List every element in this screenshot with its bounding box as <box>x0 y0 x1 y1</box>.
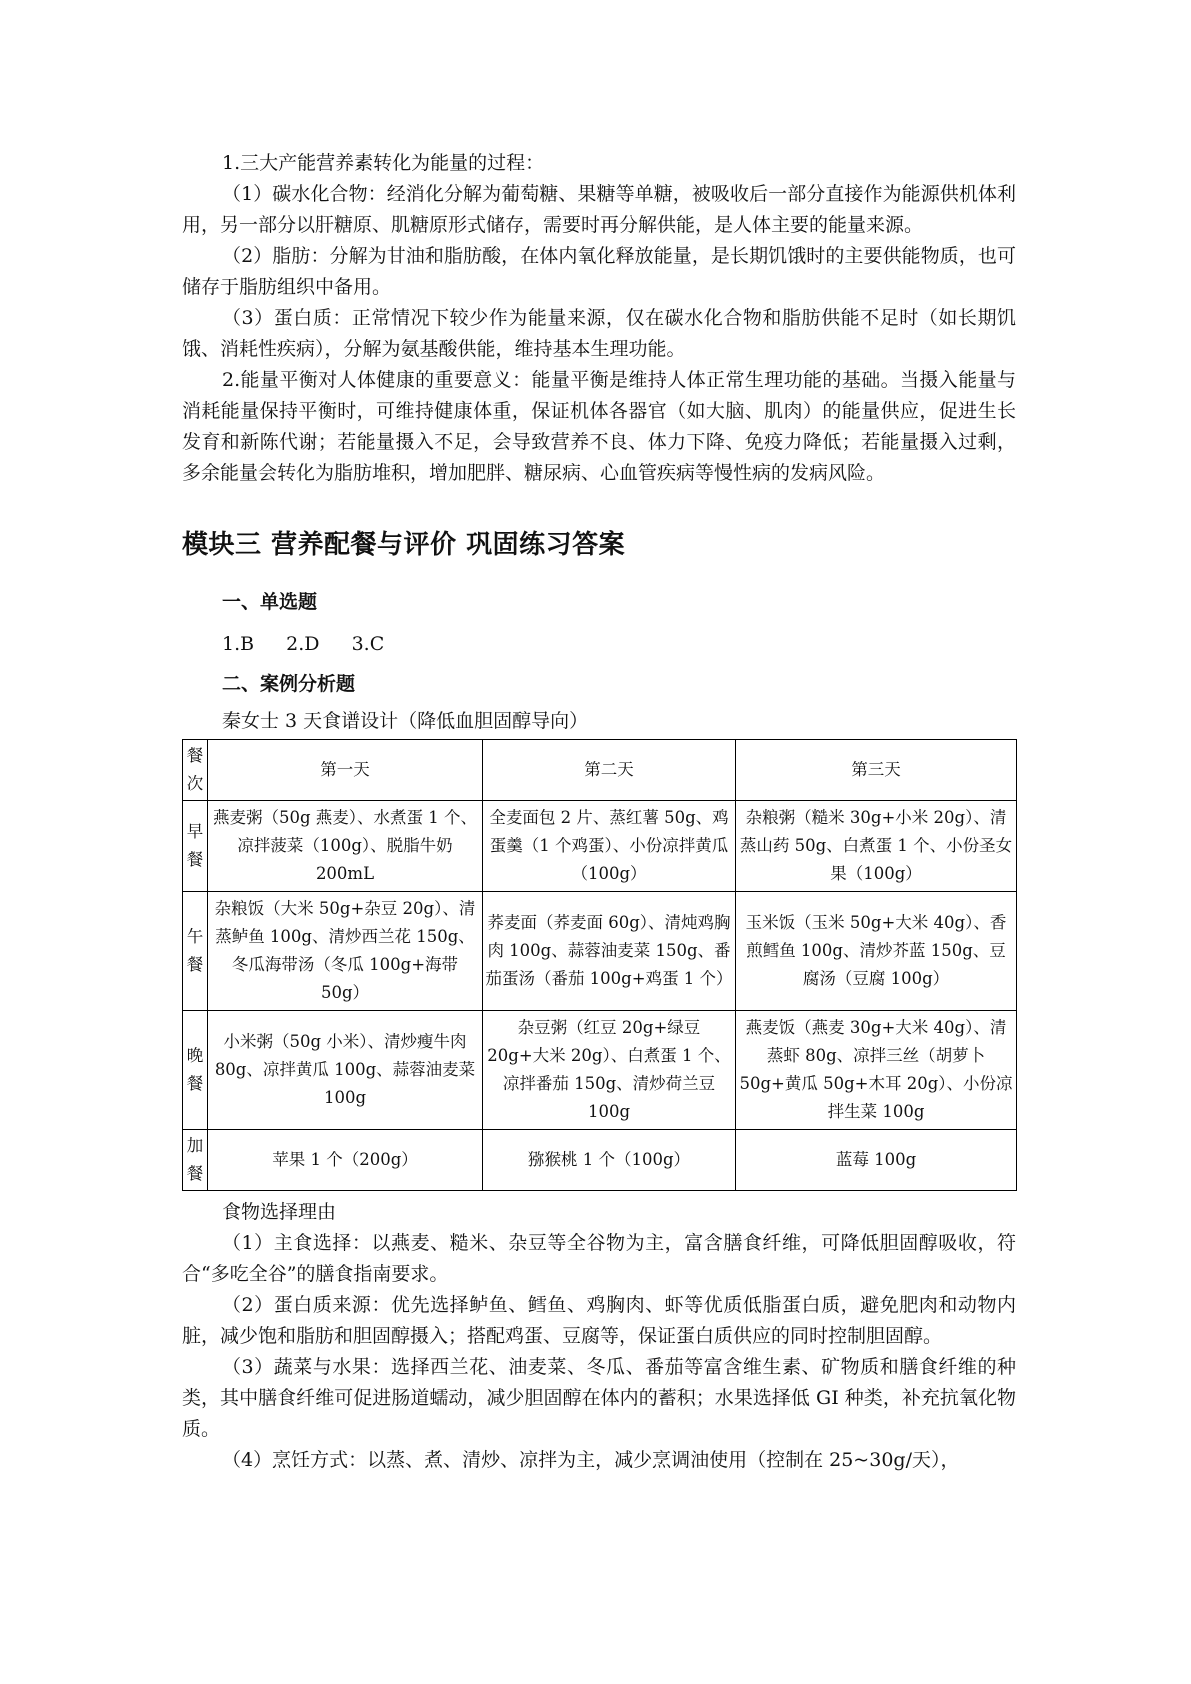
table-cell: 燕麦粥（50g 燕麦）、水煮蛋 1 个、凉拌菠菜（100g）、脱脂牛奶 200mL <box>208 801 483 892</box>
meal-label: 早餐 <box>183 801 208 892</box>
header-day-3: 第三天 <box>736 740 1017 801</box>
meal-label: 午餐 <box>183 892 208 1011</box>
table-row-dinner <box>183 1011 1017 1130</box>
section-title-single-choice: 一、单选题 <box>222 591 318 613</box>
table-cell: 荞麦面（荞麦面 60g）、清炖鸡胸肉 100g、蒜蓉油麦菜 150g、番茄蛋汤（番茄 100g+鸡蛋 1 个） <box>483 892 736 1011</box>
module-title: 模块三 营养配餐与评价 巩固练习答案 <box>182 530 626 560</box>
answer-3: 3.C <box>351 633 385 655</box>
header-day-1: 第一天 <box>208 740 483 801</box>
intro-heading-2: 2.能量平衡对人体健康的重要意义：能量平衡是维持人体正常生理功能的基础。当摄入能量与消耗能量保持平衡时，可维持健康体重，保证机体各器官（如大脑、肌肉）的能量供应，促进生长发育和新陈代谢；若能量摄入不足，会导致营养不良、体力下降、免疫力降低；若能量摄入过剩，多余能量会转化为脂肪堆积，增加肥胖、糖尿病、心血管疾病等慢性病的发病风险。 <box>182 369 1016 484</box>
meal-label: 加餐 <box>183 1130 208 1191</box>
reason-4: （4）烹饪方式：以蒸、煮、清炒、凉拌为主，减少烹调油使用（控制在 25~30g/天）， <box>222 1449 960 1471</box>
answer-2: 2.D <box>286 633 320 655</box>
table-cell: 全麦面包 2 片、蒸红薯 50g、鸡蛋羹（1 个鸡蛋）、小份凉拌黄瓜（100g） <box>483 801 736 892</box>
meal-plan-table <box>182 739 1017 1191</box>
table-row-breakfast <box>183 801 1017 892</box>
document-page <box>182 148 1016 1476</box>
table-cell: 玉米饭（玉米 50g+大米 40g）、香煎鳕鱼 100g、清炒芥蓝 150g、豆腐汤（豆腐 100g） <box>736 892 1017 1011</box>
header-meal: 餐次 <box>183 740 208 801</box>
reason-title: 食物选择理由 <box>222 1201 337 1223</box>
table-cell: 蓝莓 100g <box>736 1130 1017 1191</box>
table-cell: 杂粮饭（大米 50g+杂豆 20g）、清蒸鲈鱼 100g、清炒西兰花 150g、冬瓜海带汤（冬瓜 100g+海带 50g） <box>208 892 483 1011</box>
intro-item-1: （1）碳水化合物：经消化分解为葡萄糖、果糖等单糖，被吸收后一部分直接作为能源供机体利用，另一部分以肝糖原、肌糖原形式储存，需要时再分解供能，是人体主要的能量来源。 <box>182 183 1016 236</box>
table-cell: 杂粮粥（糙米 30g+小米 20g）、清蒸山药 50g、白煮蛋 1 个、小份圣女果（100g） <box>736 801 1017 892</box>
header-day-2: 第二天 <box>483 740 736 801</box>
table-header-row <box>183 740 1017 801</box>
table-cell: 杂豆粥（红豆 20g+绿豆 20g+大米 20g）、白煮蛋 1 个、凉拌番茄 150g、清炒荷兰豆 100g <box>483 1011 736 1130</box>
table-cell: 燕麦饭（燕麦 30g+大米 40g）、清蒸虾 80g、凉拌三丝（胡萝卜 50g+黄瓜 50g+木耳 20g）、小份凉拌生菜 100g <box>736 1011 1017 1130</box>
reason-3: （3）蔬菜与水果：选择西兰花、油麦菜、冬瓜、番茄等富含维生素、矿物质和膳食纤维的种类，其中膳食纤维可促进肠道蠕动，减少胆固醇在体内的蓄积；水果选择低 GI 种类，补充抗氧化物质。 <box>182 1356 1016 1440</box>
intro-item-3: （3）蛋白质：正常情况下较少作为能量来源，仅在碳水化合物和脂肪供能不足时（如长期饥饿、消耗性疾病），分解为氨基酸供能，维持基本生理功能。 <box>182 307 1016 360</box>
answer-1: 1.B <box>222 633 255 655</box>
answer-list <box>222 629 1016 659</box>
table-cell: 猕猴桃 1 个（100g） <box>483 1130 736 1191</box>
intro-heading-1: 1.三大产能营养素转化为能量的过程： <box>222 152 545 174</box>
table-cell: 小米粥（50g 小米）、清炒瘦牛肉 80g、凉拌黄瓜 100g、蒜蓉油麦菜 100g <box>208 1011 483 1130</box>
reason-2: （2）蛋白质来源：优先选择鲈鱼、鳕鱼、鸡胸肉、虾等优质低脂蛋白质，避免肥肉和动物内脏，减少饱和脂肪和胆固醇摄入；搭配鸡蛋、豆腐等，保证蛋白质供应的同时控制胆固醇。 <box>182 1294 1016 1347</box>
table-row-snack <box>183 1130 1017 1191</box>
table-row-lunch <box>183 892 1017 1011</box>
meal-label: 晚餐 <box>183 1011 208 1130</box>
table-caption: 秦女士 3 天食谱设计（降低血胆固醇导向） <box>222 710 589 732</box>
section-title-case-analysis: 二、案例分析题 <box>222 673 356 695</box>
table-cell: 苹果 1 个（200g） <box>208 1130 483 1191</box>
intro-item-2: （2）脂肪：分解为甘油和脂肪酸，在体内氧化释放能量，是长期饥饿时的主要供能物质，也可储存于脂肪组织中备用。 <box>182 245 1016 298</box>
reason-1: （1）主食选择：以燕麦、糙米、杂豆等全谷物为主，富含膳食纤维，可降低胆固醇吸收，符合“多吃全谷”的膳食指南要求。 <box>182 1232 1016 1285</box>
